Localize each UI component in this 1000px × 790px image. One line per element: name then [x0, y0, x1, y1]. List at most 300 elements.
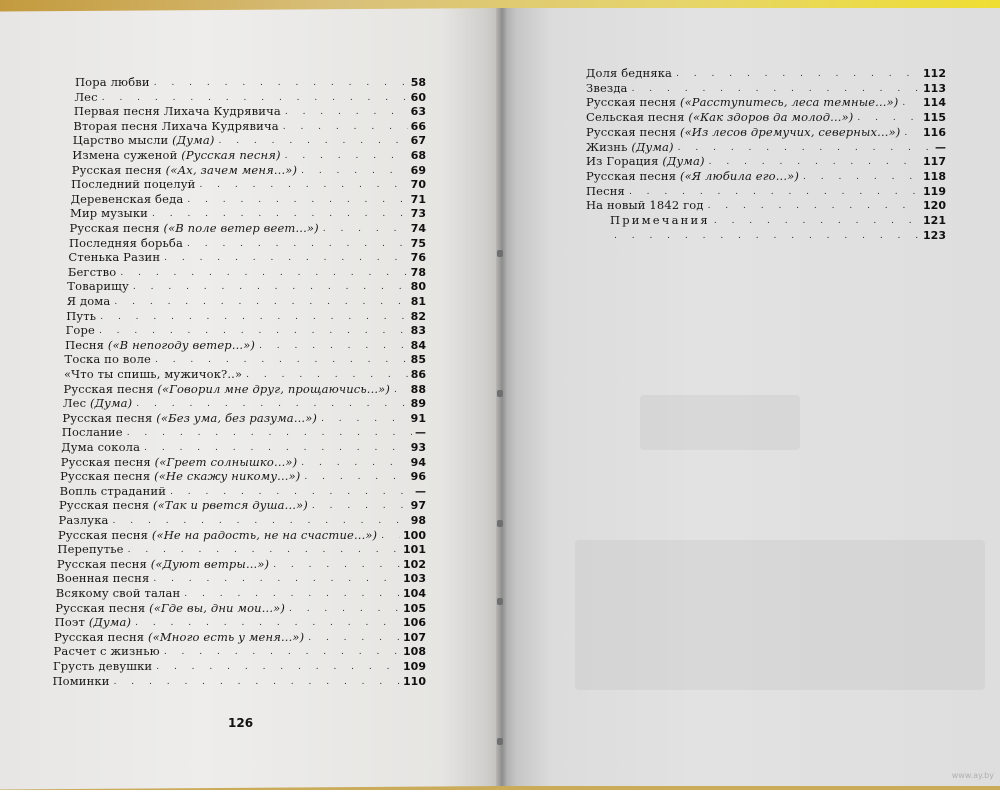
toc-entry [73, 132, 426, 147]
toc-entry-title-text: Перепутье [57, 542, 124, 557]
toc-entry-title [68, 266, 117, 279]
dot-leader [120, 267, 407, 279]
toc-page-number: 73 [410, 207, 426, 221]
dot-leader [614, 230, 920, 242]
dot-leader [114, 676, 400, 688]
toc-entry-note: («Греет солнышко...») [154, 454, 298, 469]
toc-entry-title [53, 660, 152, 673]
toc-entry [71, 176, 426, 191]
dot-leader [187, 238, 408, 250]
dot-leader [154, 77, 408, 89]
toc-entry-title-text: Поминки [52, 673, 110, 688]
toc-entry-title-text: Первая песня Лихача Кудрявича [73, 104, 281, 119]
toc-entry-title-text: Русская песня [56, 556, 147, 571]
toc-entry-title-text: Примечания [610, 213, 710, 227]
toc-entry-title-text: Звезда [586, 80, 628, 95]
toc-entry-title-text: Русская песня [586, 168, 677, 183]
toc-entry-title-text: Лес [62, 396, 87, 411]
dot-leader [114, 296, 407, 308]
toc-entry-title [586, 170, 799, 183]
toc-entry [67, 293, 426, 308]
toc-entry [67, 278, 426, 293]
toc-entry-title-text: Русская песня [586, 124, 677, 139]
page-number: 126 [228, 716, 254, 730]
toc-entry-title [586, 82, 628, 95]
spine-stitch [497, 598, 503, 605]
toc-entry [62, 424, 426, 439]
toc-entry-title-text: Русская песня [586, 95, 677, 110]
toc-entry-title [59, 514, 109, 527]
toc-entry-title-text: Русская песня [54, 629, 145, 644]
dot-leader [184, 588, 400, 600]
dot-leader [381, 530, 400, 542]
toc-entry-title-text: Русская песня [69, 221, 160, 235]
toc-entry-title-text: Разлука [58, 513, 109, 527]
toc-entry-title [71, 178, 195, 191]
toc-entry [586, 94, 946, 109]
dot-leader [164, 252, 408, 264]
toc-entry-title [73, 134, 215, 147]
toc-entry [586, 183, 946, 198]
toc-page-number: 71 [410, 192, 426, 206]
toc-entry [54, 629, 426, 644]
toc-page-number: 98 [410, 514, 426, 527]
toc-entry [74, 89, 426, 104]
dot-leader [304, 471, 407, 483]
toc-entry [586, 153, 946, 168]
toc-page-number: 116 [923, 125, 946, 139]
toc-entry-title-text: Военная песня [56, 571, 150, 586]
toc-entry-title [65, 339, 255, 352]
dot-leader [394, 384, 408, 396]
toc-entry-title-text: Вопль страданий [59, 483, 167, 498]
toc-entry [68, 249, 426, 264]
toc-entry-title [54, 645, 160, 658]
toc-entry-title-text: Послание [61, 425, 123, 440]
toc-page-number: 66 [410, 119, 426, 133]
toc-entry [61, 454, 426, 469]
toc-page-number: 81 [410, 295, 426, 308]
toc-entry-title-text: Сельская песня [586, 110, 685, 125]
toc-entry [70, 220, 427, 235]
toc-page-number: 108 [403, 645, 426, 659]
toc-entry [610, 212, 946, 227]
toc-entry-title-text: Песня [65, 337, 105, 352]
toc-entry-title [71, 193, 184, 206]
toc-page-number: 120 [923, 199, 946, 213]
toc-entry [74, 103, 426, 118]
toc-entry-note: («Из лесов дремучих, северных...») [679, 124, 901, 139]
toc-entry-title-text: Русская песня [60, 469, 151, 484]
toc-entry-title [61, 441, 140, 454]
toc-entry-note: (Дума) [88, 615, 132, 630]
toc-entry-title [74, 105, 281, 118]
toc-entry [66, 322, 426, 337]
toc-entry-note: («Без ума, без разума...») [156, 410, 318, 425]
show-through-text [575, 540, 985, 690]
toc-entry-title-text: Путь [66, 308, 97, 323]
toc-entry-title-text: Доля бедняка [586, 66, 673, 80]
toc-entry-title [586, 67, 672, 80]
toc-page-number: 100 [403, 528, 426, 542]
toc-page-number: 123 [923, 228, 946, 242]
toc-entry-title [58, 529, 377, 542]
dot-leader [100, 311, 407, 323]
toc-entry-title [586, 155, 705, 168]
toc-page-number: 112 [923, 67, 946, 80]
toc-entry [65, 337, 426, 352]
toc-entry-title [56, 587, 181, 600]
toc-entry-title-text: Я дома [66, 294, 111, 308]
toc-page-number: 94 [410, 455, 426, 469]
dot-leader [301, 165, 408, 177]
toc-page-number: 118 [923, 169, 946, 183]
dot-leader [273, 559, 400, 571]
toc-entry-title [55, 616, 131, 629]
toc-entry-note: («Ах, зачем меня...») [165, 162, 298, 177]
toc-entry-title [64, 368, 242, 381]
toc-entry-title-text: Расчет с жизнью [53, 644, 160, 659]
toc-entry-note: («Много есть у меня...») [148, 629, 305, 644]
toc-entry [57, 556, 426, 571]
toc-entry-title-text: Царство мысли [72, 133, 169, 148]
toc-entry-title-text: Лес [74, 89, 98, 104]
dot-leader [676, 68, 920, 80]
toc-entry-title [70, 222, 319, 235]
toc-page-number: 74 [410, 222, 426, 235]
toc-entry-title-text: Русская песня [71, 162, 162, 177]
toc-entry [56, 585, 426, 600]
toc-page-number: 89 [410, 397, 426, 411]
toc-entry-title-text: Бегство [67, 264, 117, 279]
dot-leader [308, 632, 400, 644]
toc-entry-title [62, 412, 317, 425]
dot-leader [187, 194, 407, 206]
toc-page-number: 86 [410, 368, 426, 381]
toc-entry [65, 351, 426, 366]
toc-page-number: 82 [410, 309, 426, 323]
toc-entry-title-text: Всякому свой талан [55, 586, 181, 600]
toc-entry-title [67, 295, 111, 308]
toc-entry [58, 527, 426, 542]
toc-entry [610, 227, 946, 242]
toc-entry-title [72, 164, 297, 177]
dot-leader [285, 106, 408, 118]
toc-entry-title-text: Русская песня [62, 410, 153, 425]
toc-entry-note: («Не скажу никому...») [154, 469, 301, 484]
toc-entry-title-text: Грусть девушки [53, 659, 153, 673]
toc-entry-note: («Где вы, дни мои...») [149, 600, 285, 615]
toc-entry-note: («Расступитесь, леса темные...») [679, 95, 899, 110]
dot-leader [708, 200, 920, 212]
toc-page-number: 67 [410, 134, 426, 148]
dot-leader [144, 442, 408, 454]
toc-entry-title-text: Песня [586, 183, 625, 198]
book-spine [496, 8, 508, 786]
toc-entry-title [60, 470, 300, 483]
toc-page-number: 107 [403, 630, 426, 644]
toc-entry-title [586, 96, 898, 109]
dot-leader [102, 92, 408, 104]
toc-entry-title-text: «Что ты спишь, мужичок?..» [64, 367, 243, 381]
toc-entry-title-text: Стенька Разин [68, 250, 161, 265]
toc-entry [586, 80, 946, 95]
toc-page-number: 110 [403, 674, 426, 688]
toc-entry-title-text: Последняя борьба [68, 235, 184, 250]
dot-leader [164, 646, 400, 658]
dot-leader [136, 398, 407, 410]
toc-entry-title-text: Измена суженой [72, 148, 178, 162]
toc-entry [64, 366, 426, 381]
toc-entry-note: (Дума) [90, 396, 133, 411]
toc-page-number: 88 [410, 382, 426, 396]
toc-entry [73, 118, 426, 133]
toc-page-number: 121 [923, 214, 946, 227]
toc-entry-title [586, 185, 625, 198]
toc-entry-title [66, 324, 95, 337]
toc-entry-title-text: Товарищу [67, 279, 129, 294]
toc-page-number: 84 [410, 338, 426, 352]
toc-entry-note: (Русская песня) [181, 148, 281, 162]
dot-leader [133, 281, 408, 293]
toc-entry-title [63, 383, 390, 396]
toc-entry-title [67, 280, 129, 293]
spine-stitch [497, 250, 503, 257]
dot-leader [285, 150, 408, 162]
dot-leader [199, 179, 407, 191]
toc-entry [586, 109, 946, 124]
toc-page-number: 102 [403, 557, 426, 571]
dot-leader [218, 135, 407, 147]
toc-entry-title [75, 76, 150, 89]
toc-page-number: 63 [410, 105, 426, 119]
toc-entry-title [74, 91, 97, 104]
dot-leader [156, 661, 400, 673]
toc-page-number: 109 [403, 660, 426, 673]
toc-entry-title [66, 310, 96, 323]
dot-leader [170, 486, 412, 498]
dot-leader [323, 223, 408, 235]
toc-page-number: 106 [403, 616, 426, 630]
dot-leader [128, 544, 400, 556]
toc-entry [54, 643, 426, 658]
toc-page-number: — [414, 426, 426, 440]
toc-entry-note: («Я любила его...») [679, 168, 799, 183]
toc-page-number: 85 [410, 353, 426, 367]
dot-leader [259, 340, 408, 352]
dot-leader [127, 427, 412, 439]
toc-page-number: 117 [923, 155, 946, 169]
toc-page-number: 58 [410, 76, 426, 89]
toc-page-number: — [935, 140, 946, 154]
toc-entry [71, 191, 426, 206]
toc-page-number: 104 [403, 587, 426, 600]
spine-stitch [497, 390, 503, 397]
toc-entry [62, 410, 426, 425]
toc-entry [70, 205, 426, 220]
toc-page-number: 114 [923, 96, 946, 110]
toc-entry-title [62, 426, 123, 439]
toc-page-number: 69 [410, 163, 426, 177]
toc-entry-note: (Дума) [631, 139, 674, 154]
toc-page-number: 91 [410, 411, 426, 425]
dot-leader [904, 127, 920, 139]
toc-entry [60, 468, 426, 483]
toc-entry-note: («Не на радость, не на счастие...») [151, 527, 378, 542]
toc-entry [59, 512, 427, 527]
toc-page-number: 96 [410, 470, 426, 484]
toc-entry [586, 168, 946, 183]
toc-entry-note: («Говорил мне друг, прощаючись...») [157, 381, 390, 396]
toc-entry-title-text: Поэт [54, 615, 85, 630]
toc-entry-title-text: Русская песня [59, 498, 150, 513]
toc-page-number: 113 [923, 81, 946, 95]
toc-page-number: 103 [403, 572, 426, 586]
toc-entry [59, 497, 426, 512]
toc-entry-title-text: Русская песня [57, 527, 149, 542]
toc-entry-note: («В непогоду ветер...») [107, 337, 256, 352]
spine-stitch [497, 520, 503, 527]
spine-stitch [497, 738, 503, 745]
dot-leader [135, 617, 400, 629]
toc-entry [52, 673, 426, 688]
toc-entry-title [52, 675, 109, 688]
toc-page-number: 105 [403, 601, 426, 615]
dot-leader [99, 325, 408, 337]
toc-entry-title [63, 397, 132, 410]
toc-page-number: 80 [410, 280, 426, 294]
toc-entry [61, 439, 426, 454]
toc-entry-title [586, 111, 853, 124]
toc-entry-title [586, 141, 674, 154]
show-through-text [640, 395, 800, 450]
toc-page-number: — [414, 484, 426, 498]
toc-entry-title [65, 353, 151, 366]
toc-entry [72, 162, 426, 177]
toc-entry-title [68, 251, 160, 264]
toc-entry-note: («В поле ветер веет...») [163, 221, 319, 235]
dot-leader [155, 354, 408, 366]
dot-leader [629, 186, 920, 198]
dot-leader [321, 413, 408, 425]
dot-leader [113, 515, 408, 527]
toc-page-number: 75 [410, 236, 426, 250]
toc-entry [68, 264, 426, 279]
toc-entry [586, 197, 946, 212]
toc-page-number: 78 [410, 265, 426, 279]
toc-entry-note: («Как здоров да молод...») [688, 110, 854, 125]
toc-page-number: 101 [403, 543, 426, 557]
watermark: www.ay.by [951, 771, 994, 780]
dot-leader [678, 142, 932, 154]
toc-entry-title [60, 485, 166, 498]
toc-entry-title [69, 237, 183, 250]
toc-entry-title [57, 558, 269, 571]
toc-entry-title-text: Жизнь [586, 139, 628, 154]
toc-entry-title-text: Русская песня [63, 381, 154, 396]
toc-page-number: 119 [923, 184, 946, 198]
toc-entry [69, 235, 426, 250]
toc-entry-title-text: Последний поцелуй [71, 177, 196, 192]
toc-entry [53, 658, 426, 673]
toc-entry-title [56, 572, 149, 585]
toc-entry-note: («Так и рвется душа...») [152, 498, 308, 513]
toc-entry-title [73, 120, 278, 133]
toc-entry-title [61, 456, 298, 469]
toc-entry [586, 124, 946, 139]
toc-entry-title-text: Вторая песня Лихача Кудрявича [73, 118, 279, 133]
toc-page-number: 70 [410, 178, 426, 192]
dot-leader [289, 603, 400, 615]
toc-entry-title-text: Деревенская беда [70, 191, 184, 206]
dot-leader [246, 369, 408, 381]
toc-entry-note: («Дуют ветры...») [150, 556, 270, 571]
toc-entry-title-text: Дума сокола [61, 440, 141, 454]
dot-leader [803, 171, 920, 183]
toc-entry [63, 381, 426, 396]
toc-entry-title [54, 631, 304, 644]
toc-entry-title-text: На новый 1842 год [586, 198, 704, 213]
toc-entry [55, 614, 426, 629]
toc-entry-title-text: Русская песня [55, 600, 146, 615]
toc-entry-title-text: Мир музыки [70, 206, 148, 221]
toc-entry-note: (Дума) [662, 154, 705, 169]
dot-leader [153, 573, 400, 585]
toc-entry-title [70, 207, 148, 220]
toc-entry [55, 600, 426, 615]
dot-leader [152, 208, 408, 220]
dot-leader [902, 97, 920, 109]
toc-entry-title-text: Пора любви [75, 75, 150, 89]
toc-entry [75, 74, 426, 89]
toc-entry-title-text: Русская песня [60, 454, 151, 469]
toc-entry [57, 541, 426, 556]
toc-entry [586, 65, 946, 80]
toc-entry [66, 308, 426, 323]
toc-entry-title-text: Горе [65, 323, 95, 338]
toc-page-number: 115 [923, 111, 946, 125]
dot-leader [632, 83, 920, 95]
toc-entry-title [59, 499, 308, 512]
toc-entry-title [586, 126, 900, 139]
dot-leader [301, 457, 407, 469]
dot-leader [709, 156, 920, 168]
dot-leader [857, 112, 920, 124]
dot-leader [714, 215, 920, 227]
toc-entry-title [72, 149, 280, 162]
toc-entry-title-text: Из Горация [586, 154, 659, 169]
dot-leader [283, 121, 408, 133]
toc-entry-title [586, 199, 704, 212]
toc-entry-note: (Дума) [172, 133, 215, 148]
toc-entry [60, 483, 426, 498]
toc-page-number: 68 [410, 149, 426, 162]
toc-entry-title [57, 543, 123, 556]
toc-page-number: 83 [410, 324, 426, 338]
toc-entry-title [610, 214, 710, 227]
toc-entry-title [55, 602, 285, 615]
toc-entry [72, 147, 426, 162]
toc-entry-title-text: Тоска по воле [64, 352, 151, 367]
toc-page-number: 60 [410, 90, 426, 104]
toc-page-number: 97 [410, 499, 426, 513]
toc-entry [586, 139, 946, 154]
dot-leader [312, 500, 408, 512]
toc-page-number: 93 [410, 441, 426, 454]
toc-entry [63, 395, 426, 410]
toc-entry [56, 570, 426, 585]
toc-page-number: 76 [410, 251, 426, 265]
